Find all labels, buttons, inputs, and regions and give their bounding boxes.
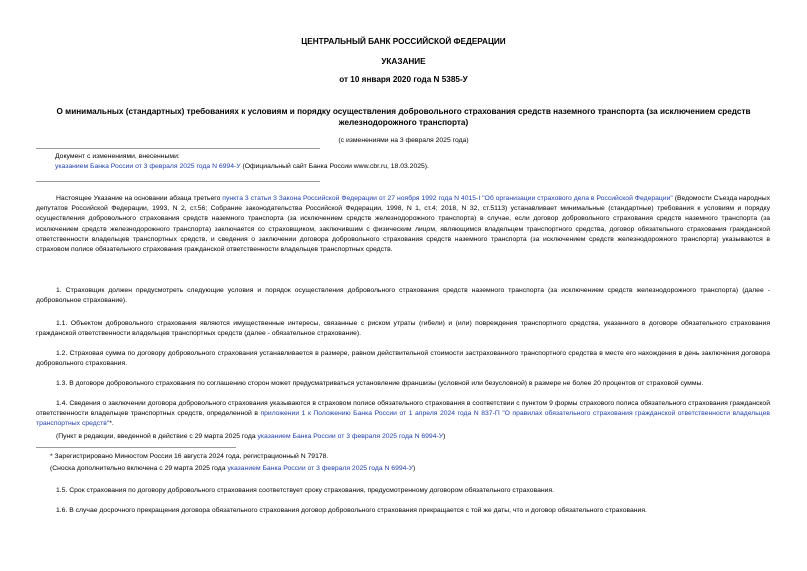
paragraph-1-3: 1.3. В договоре добровольного страхования по соглашению сторон может предусматриваться установление франшизы (условной или безусловной) в размере не более 20 процентов от страховой суммы.	[56, 380, 704, 387]
preamble-paragraph	[36, 194, 770, 255]
footnote-note-text: (Сноска дополнительно включена с 29 марта 2025 года	[50, 465, 228, 472]
paragraph-1-6: 1.6. В случае досрочного прекращения договора обязательного страхования договор добровольного страхования прекращается с той же даты, что и договор обязательного страхования.	[56, 507, 647, 514]
law-link[interactable]: пункта 3 статьи 3 Закона Российской Федерации от 27 ноября 1992 года N 4015-I "Об организации страхового дела в Российской Федерации"	[222, 195, 673, 202]
revision-note: (с изменениями на 3 февраля 2025 года)	[338, 137, 469, 144]
footnote-note-end: )	[413, 465, 416, 472]
footnote-text: Зарегистрировано Минюстом России 16 августа 2024 года, регистрационный N 79178.	[52, 453, 329, 460]
paragraph-1-4-note	[56, 432, 770, 442]
footnote-note	[50, 464, 770, 474]
paragraph-1-4-end: *.	[109, 420, 114, 428]
changes-link[interactable]: указанием Банка России от 3 февраля 2025 года N 6994-У	[55, 162, 241, 170]
footnote-mark: *	[50, 453, 53, 460]
regulation-link[interactable]: приложении 1 к Положению Банка России от 1 апреля 2024 года N 837-П "О правилах обязательного страхования гражданской ответственности владельцев транспортных средств"	[36, 410, 771, 428]
org-name: ЦЕНТРАЛЬНЫЙ БАНК РОССИЙСКОЙ ФЕДЕРАЦИИ	[301, 37, 506, 46]
footnote	[50, 452, 770, 462]
document-title: О минимальных (стандартных) требованиях к условиям и порядку осуществления добровольного страхования средств наземного транспорта (за исключением средств железнодорожного транспорта)	[56, 107, 751, 128]
footnote-rule	[36, 447, 236, 448]
footnote-link[interactable]: указанием Банка России от 3 февраля 2025 года N 6994-У	[227, 465, 414, 472]
changes-box	[55, 152, 595, 172]
changes-bottom-rule	[36, 181, 320, 182]
paragraph-1-1: 1.1. Объектом добровольного страхования являются имущественные интересы, связанные с риском утраты (гибели) и (или) повреждения транспортного средства, указанного в договоре обязательного страхования гражданской ответственности владельцев транспортных средств (далее - обязательное страхование).	[36, 320, 770, 338]
paragraph-1: 1. Страховщик должен предусмотреть следующие условия и порядок осуществления добровольного страхования средств наземного транспорта (за исключением средств железнодорожного транспорта) (далее - добровольное страхование).	[36, 287, 770, 305]
document-type: УКАЗАНИЕ	[381, 57, 426, 66]
paragraph-1-4	[36, 399, 770, 430]
changes-line	[55, 162, 595, 172]
paragraph-1-2: 1.2. Страховая сумма по договору добровольного страхования устанавливается в размере, равном действительной стоимости застрахованного транспортного средства в месте его нахождения в день заключения договора добровольного страхования.	[36, 350, 770, 368]
paragraph-1-4-text: 1.4. Сведения о заключении договора добровольного страхования указываются в страховом полисе обязательного страхования в соответствии с пунктом 9 формы страхового полиса обязательного страхования гражданской ответственности владельцев транспортных средств, определенной в	[36, 400, 770, 418]
changes-intro: Документ с изменениями, внесенными:	[55, 153, 180, 160]
preamble-text-2: (Ведомости Съезда народных депутатов Российской Федерации, 1993, N 2, ст.56; Собрание законодательства Российской Федерации, 1998, N 1, ст.4; 2018, N 32, ст.5113) устанавливает минимальные (стандартные) требования к условиям и порядку осуществления добровольного страхования средств наземного транспорта (за исключением средств железнодорожного транспорта) в случае, если договор добровольного страхования средств наземного транспорта (за исключением средств железнодорожного транспорта) заключается со страховщиком, заключившим с физическим лицом, являющимся владельцем транспортного средства, договор обязательного страхования гражданской ответственности владельцев транспортных средств, и сведения о заключении договора добровольного страхования средств наземного транспорта (за исключением средств железнодорожного транспорта) указываются в страховом полисе обязательного страхования гражданской ответственности владельцев транспортных средств.	[36, 195, 770, 253]
note-link[interactable]: указанием Банка России от 3 февраля 2025 года N 6994-У	[257, 433, 444, 440]
changes-top-rule	[36, 148, 320, 149]
preamble-text-1: Настоящее Указание на основании абзаца третьего	[56, 195, 223, 202]
paragraph-1-5: 1.5. Срок страхования по договору добровольного страхования соответствует сроку страхования, предусмотренному договором обязательного страхования.	[56, 487, 555, 494]
note-end: )	[443, 433, 446, 440]
note-text: (Пункт в редакции, введенной в действие с 29 марта 2025 года	[56, 433, 258, 440]
document-date: от 10 января 2020 года N 5385-У	[339, 75, 468, 84]
changes-source: (Официальный сайт Банка России www.cbr.ru, 18.03.2025).	[240, 162, 429, 170]
